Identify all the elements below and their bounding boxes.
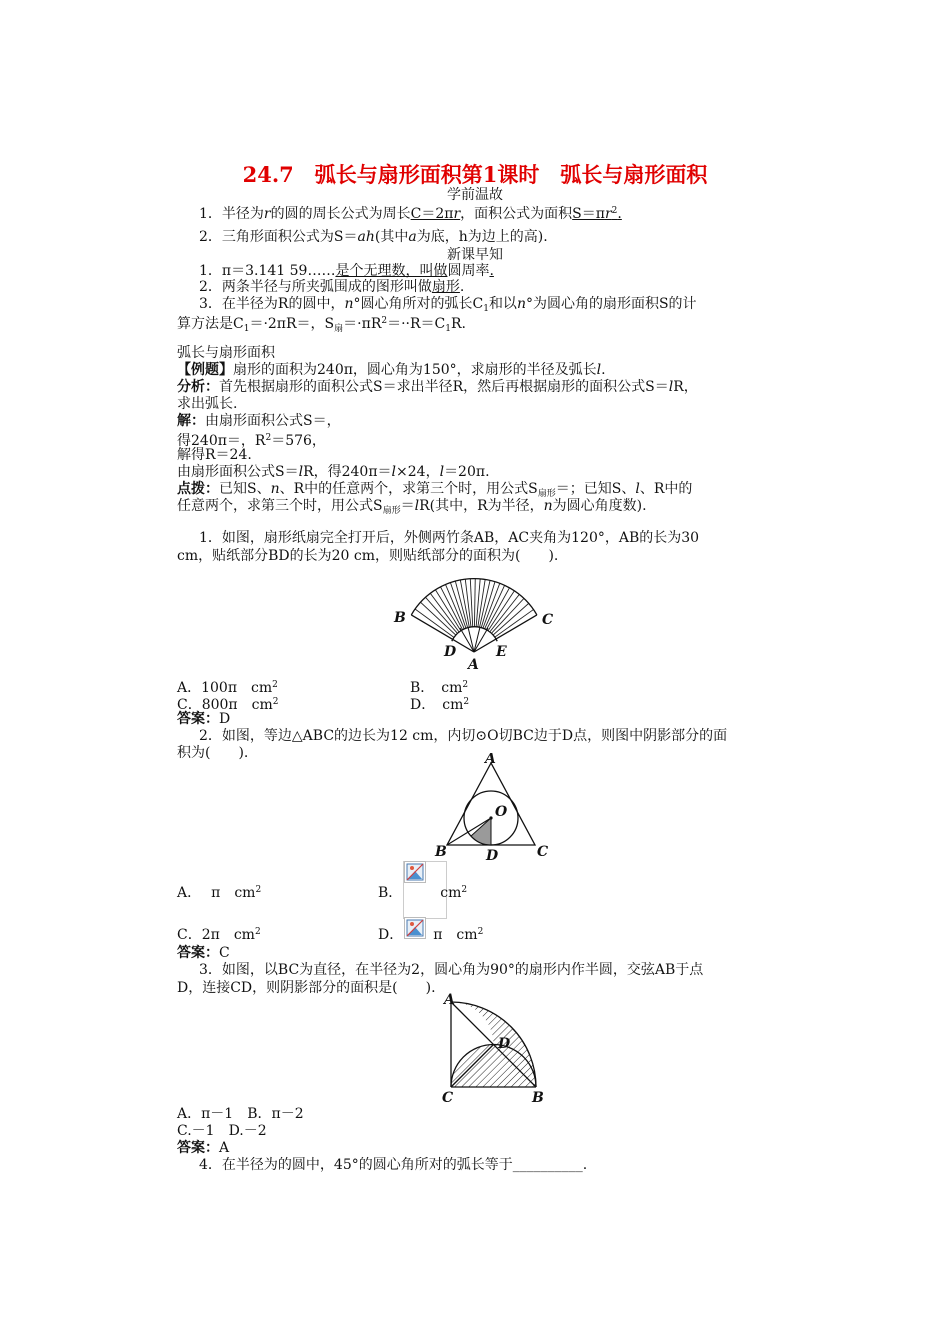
question-3-line-1: 3．如图，以BC为直径，在半径为2，圆心角为90°的扇形内作半圆，交弦AB于点 — [199, 962, 704, 978]
tri-label-b: B — [435, 844, 447, 860]
question-3-line-2: D，连接CD，则阴影部分的面积是( ). — [177, 980, 436, 996]
q3-options-line-1: A．π－1 B．π－2 — [177, 1106, 304, 1122]
q2-option-b: B． $cm^2$ — [378, 885, 468, 901]
q1-option-c: C．800π $cm^2$ — [177, 697, 279, 713]
fan-label-e: E — [496, 644, 507, 660]
broken-image-icon — [404, 861, 426, 883]
question-1-line-2: cm，贴纸部分BD的长为20 cm，则贴纸部分的面积为( ). — [177, 548, 559, 564]
tri-label-c: C — [537, 844, 549, 860]
fan-label-c: C — [542, 612, 554, 628]
question-1-line-1: 1．如图，扇形纸扇完全打开后，外侧两竹条AB，AC夹角为120°，AB的长为30 — [199, 530, 700, 546]
question-4: 4．在半径为的圆中，45°的圆心角所对的弧长等于__________. — [199, 1157, 588, 1173]
q3-options-line-2: C.－1 D.－2 — [177, 1123, 267, 1139]
tip-line-2: 任意两个，求第三个时，用公式$S_{扇形}=lR$(其中，R为半径，n为圆心角度数). — [177, 498, 647, 516]
question-2-line-1: 2．如图，等边△ABC的边长为12 cm，内切⊙O切BC边于D点，则图中阴影部分的面 — [199, 728, 728, 744]
qc-label-b: B — [532, 1090, 544, 1104]
tri-label-a: A — [485, 753, 496, 767]
page-title: 24.7 弧长与扇形面积第1课时 弧长与扇形面积 — [242, 162, 708, 187]
topic-heading: 弧长与扇形面积 — [177, 345, 275, 361]
q3-answer: 答案：A — [177, 1140, 230, 1156]
fan-label-b: B — [394, 610, 406, 626]
q2-option-a: A． π $cm^2$ — [177, 885, 262, 901]
qc-label-d: D — [498, 1036, 511, 1052]
solution-line-3: 解得R＝24. — [177, 447, 252, 463]
review-line-1: 1．半径为r的圆的周长公式为周长C＝2πr，面积公式为面积$S=\pi r^2$. — [199, 206, 622, 222]
fan-figure — [388, 572, 563, 672]
analysis-line: 分析：首先根据扇形的面积公式S＝求出半径R，然后再根据扇形的面积公式S＝lR， — [177, 379, 698, 395]
solution-line-1: 解：由扇形面积公式S＝， — [177, 413, 341, 429]
section-heading-new: 新课早知 — [447, 247, 503, 263]
q2-option-d: D． π $cm^2$ — [378, 927, 484, 943]
q2-answer: 答案：C — [177, 945, 230, 961]
solution-line-4: 由扇形面积公式S＝lR，得240π＝l×24，l＝20π. — [177, 464, 490, 480]
section-heading-review: 学前温故 — [447, 187, 503, 203]
solution-line-2: 得240π＝，$R^2=576$， — [177, 433, 326, 449]
new-line-2: 2．两条半径与所夹弧围成的图形叫做扇形. — [199, 279, 465, 295]
new-line-1: 1．π＝3.141 59……是个无理数，叫做圆周率. — [199, 263, 494, 279]
q1-option-b: B． $cm^2$ — [410, 680, 469, 696]
fan-label-d: D — [444, 644, 457, 660]
q1-option-a: A．100π $cm^2$ — [177, 680, 278, 696]
tri-label-o: O — [495, 804, 508, 820]
review-line-2: 2．三角形面积公式为S＝ah(其中a为底，h为边上的高). — [199, 229, 548, 245]
triangle-incircle-figure — [425, 753, 555, 863]
q2-option-c: C．2π $cm^2$ — [177, 927, 261, 943]
fan-label-a: A — [468, 657, 479, 672]
q1-option-d: D． $cm^2$ — [410, 697, 470, 713]
q1-answer: 答案：D — [177, 711, 231, 727]
qc-label-c: C — [442, 1090, 454, 1104]
analysis-line-2: 求出弧长. — [177, 396, 238, 412]
quarter-circle-figure — [436, 992, 546, 1104]
example-line: 【例题】扇形的面积为240π，圆心角为150°，求扇形的半径及弧长l. — [177, 362, 606, 378]
tip-line-1: 点拨：已知S、n、R中的任意两个，求第三个时，用公式$S_{扇形}=$；已知S、l、R中的 — [177, 481, 693, 499]
question-2-line-2: 积为( ). — [177, 745, 249, 761]
tri-label-d: D — [486, 848, 499, 863]
new-line-3: 3．在半径为R的圆中，n°圆心角所对的弧长$C_1$和以n°为圆心角的扇形面积S的计 — [199, 296, 697, 314]
new-line-3b: 算方法是$C_1=\cdot 2\pi R=$，$S_扇=\cdot\pi R^2=\cdot\cdot R=C_1R$. — [177, 316, 466, 334]
qc-label-a: A — [444, 992, 455, 1008]
